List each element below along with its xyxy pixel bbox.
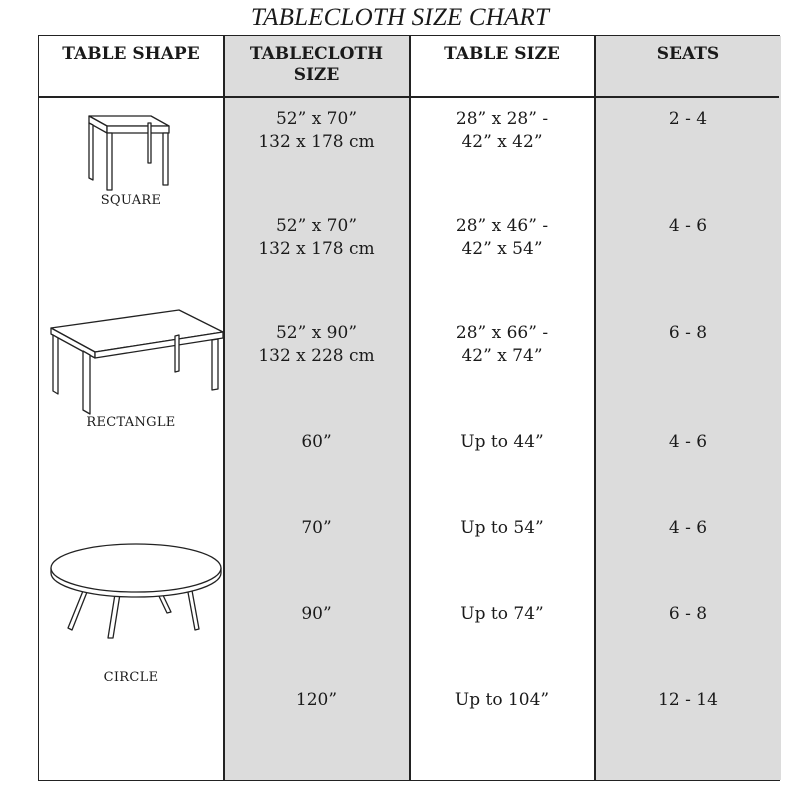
table-size-cell: [410, 108, 594, 154]
seats-cell: [595, 322, 781, 345]
header-divider: [39, 96, 779, 98]
header-seats: [595, 44, 781, 65]
square-table-icon: [81, 108, 181, 198]
table-size-min: 28” x 66” -: [455, 323, 549, 343]
tablecloth-size-inches: 90”: [301, 604, 332, 624]
tablecloth-size-cm: 132 x 178 cm: [258, 132, 375, 152]
seats-cell: [595, 603, 781, 626]
column-divider: [594, 36, 596, 780]
tablecloth-size-cell: [224, 322, 409, 368]
table-size-max: 42” x 42”: [461, 132, 543, 152]
tablecloth-size-inches: 52” x 70”: [275, 109, 358, 129]
page-title: TABLECLOTH SIZE CHART: [250, 4, 550, 31]
tablecloth-size-cell: [224, 603, 409, 626]
tablecloth-size-inches: 52” x 90”: [275, 323, 358, 343]
shape-label-square: SQUARE: [100, 193, 162, 208]
circle-table-icon: [47, 532, 227, 642]
table-size-max: Up to 104”: [454, 690, 550, 710]
table-size-cell: [410, 517, 594, 540]
tablecloth-size-inches: 120”: [295, 690, 338, 710]
header-seats-label: SEATS: [656, 44, 720, 64]
table-size-cell: [410, 603, 594, 626]
shape-label-rectangle: RECTANGLE: [86, 415, 176, 430]
seats-value: 12 - 14: [658, 690, 718, 710]
seats-cell: [595, 689, 781, 712]
size-chart-table: [38, 35, 780, 781]
rectangle-table-icon: [47, 306, 227, 421]
table-size-max: 42” x 74”: [461, 346, 543, 366]
table-size-cell: [410, 322, 594, 368]
table-size-min: 28” x 46” -: [455, 216, 549, 236]
table-size-min: 28” x 28” -: [455, 109, 549, 129]
tablecloth-size-inches: 60”: [301, 432, 332, 452]
header-table-shape-label: TABLE SHAPE: [62, 44, 200, 64]
seats-value: 2 - 4: [668, 109, 708, 129]
tablecloth-size-cell: [224, 215, 409, 261]
tablecloth-size-inches: 70”: [301, 518, 332, 538]
shape-label-circle: CIRCLE: [103, 670, 159, 685]
tablecloth-size-cell: [224, 108, 409, 154]
tablecloth-size-inches: 52” x 70”: [275, 216, 358, 236]
tablecloth-size-cell: [224, 517, 409, 540]
table-size-max: Up to 74”: [460, 604, 544, 624]
seats-value: 4 - 6: [668, 216, 708, 236]
seats-column-shade: [595, 36, 781, 780]
seats-value: 4 - 6: [668, 432, 708, 452]
seats-value: 4 - 6: [668, 518, 708, 538]
table-size-cell: [410, 689, 594, 712]
seats-cell: [595, 108, 781, 131]
header-table-shape: [39, 44, 223, 65]
table-size-cell: [410, 215, 594, 261]
tablecloth-size-cell: [224, 431, 409, 454]
header-tablecloth-size: [224, 44, 409, 86]
seats-value: 6 - 8: [668, 323, 708, 343]
header-tablecloth-line2: SIZE: [293, 65, 340, 85]
header-table-size-label: TABLE SIZE: [444, 44, 560, 64]
table-size-max: Up to 44”: [460, 432, 544, 452]
tablecloth-size-cell: [224, 689, 409, 712]
table-size-max: Up to 54”: [460, 518, 544, 538]
seats-cell: [595, 517, 781, 540]
table-size-cell: [410, 431, 594, 454]
tablecloth-size-cm: 132 x 178 cm: [258, 239, 375, 259]
tablecloth-size-cm: 132 x 228 cm: [258, 346, 375, 366]
seats-cell: [595, 215, 781, 238]
seats-value: 6 - 8: [668, 604, 708, 624]
header-tablecloth-line1: TABLECLOTH: [249, 44, 384, 64]
table-size-max: 42” x 54”: [461, 239, 543, 259]
seats-cell: [595, 431, 781, 454]
header-table-size: [410, 44, 594, 65]
